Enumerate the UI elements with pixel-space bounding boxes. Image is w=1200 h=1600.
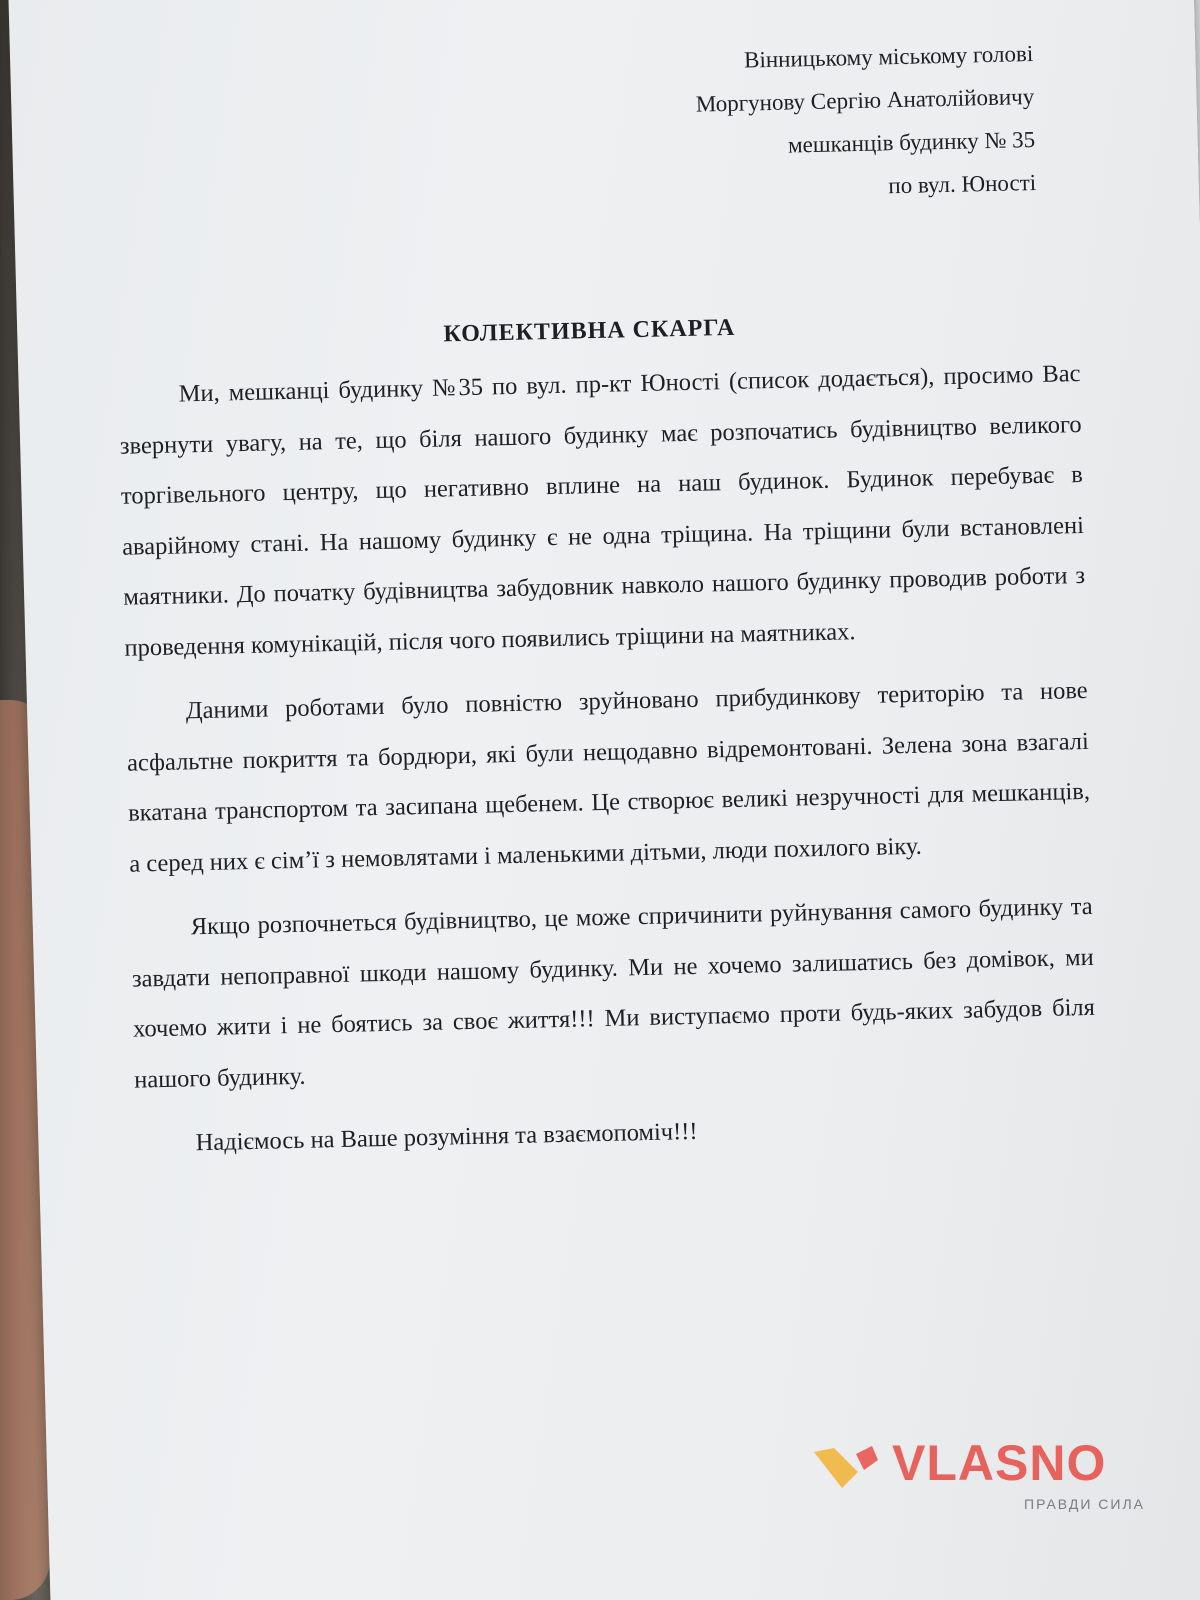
vlasno-logo-icon (812, 1444, 882, 1496)
body-paragraph: Ми, мешканці будинку №35 по вул. пр-кт Юності (список додається), просимо Вас звернути увагу, на те, що біля нашого будинку має розпочатись будівництво великого торгівельного центру, що негативно вплине на наш будинок. Будинок перебуває в аварійному стані. На нашому будинку є не одна тріщина. На тріщини були встановлені маятники. До початку будівництва забудовник навколо нашого будинку проводив роботи з проведення комунікацій, після чого появились тріщини на маятниках. (119, 359, 1086, 662)
addressee-line: по вул. Юності (888, 169, 1037, 199)
document-title: КОЛЕКТИВНА СКАРГА (443, 314, 736, 348)
logo-mark-red (856, 1446, 878, 1470)
watermark-brand: VLASNO (892, 1435, 1107, 1491)
logo-mark-yellow (814, 1448, 858, 1488)
addressee-line: Моргунову Сергію Анатолійовичу (695, 83, 1035, 117)
vlasno-watermark (812, 1435, 1152, 1520)
letter-body (118, 349, 1098, 1184)
body-paragraph: Надіємось на Ваше розуміння та взаємопоміч!!! (195, 1117, 698, 1157)
body-paragraph: Даними роботами було повністю зруйновано прибудинкову територію та нове асфальтне покриття та бордюри, які були нещодавно відремонтовані. Зелена зона взагалі вкатана транспортом та засипана щебенем. Це створює великі незручності для мешканців, а серед них є сім’ї з немовлятами і маленькими дітьми, люди похилого віку. (126, 676, 1091, 878)
watermark-tagline: ПРАВДИ СИЛА (1024, 1496, 1145, 1512)
addressee-line: Вінницькому міському голові (743, 40, 1034, 73)
body-paragraph: Якщо розпочнеться будівництво, це може спричинити руйнування самого будинку та завдати непоправної шкоди нашому будинку. Ми не хочемо залишатись без домівок, ми хочемо жити і не боятись за своє життя!!! Ми виступаємо проти будь-яких забудов біля нашого будинку. (131, 892, 1096, 1094)
addressee-line: мешканців будинку № 35 (787, 126, 1036, 158)
addressee-block (694, 32, 1036, 212)
